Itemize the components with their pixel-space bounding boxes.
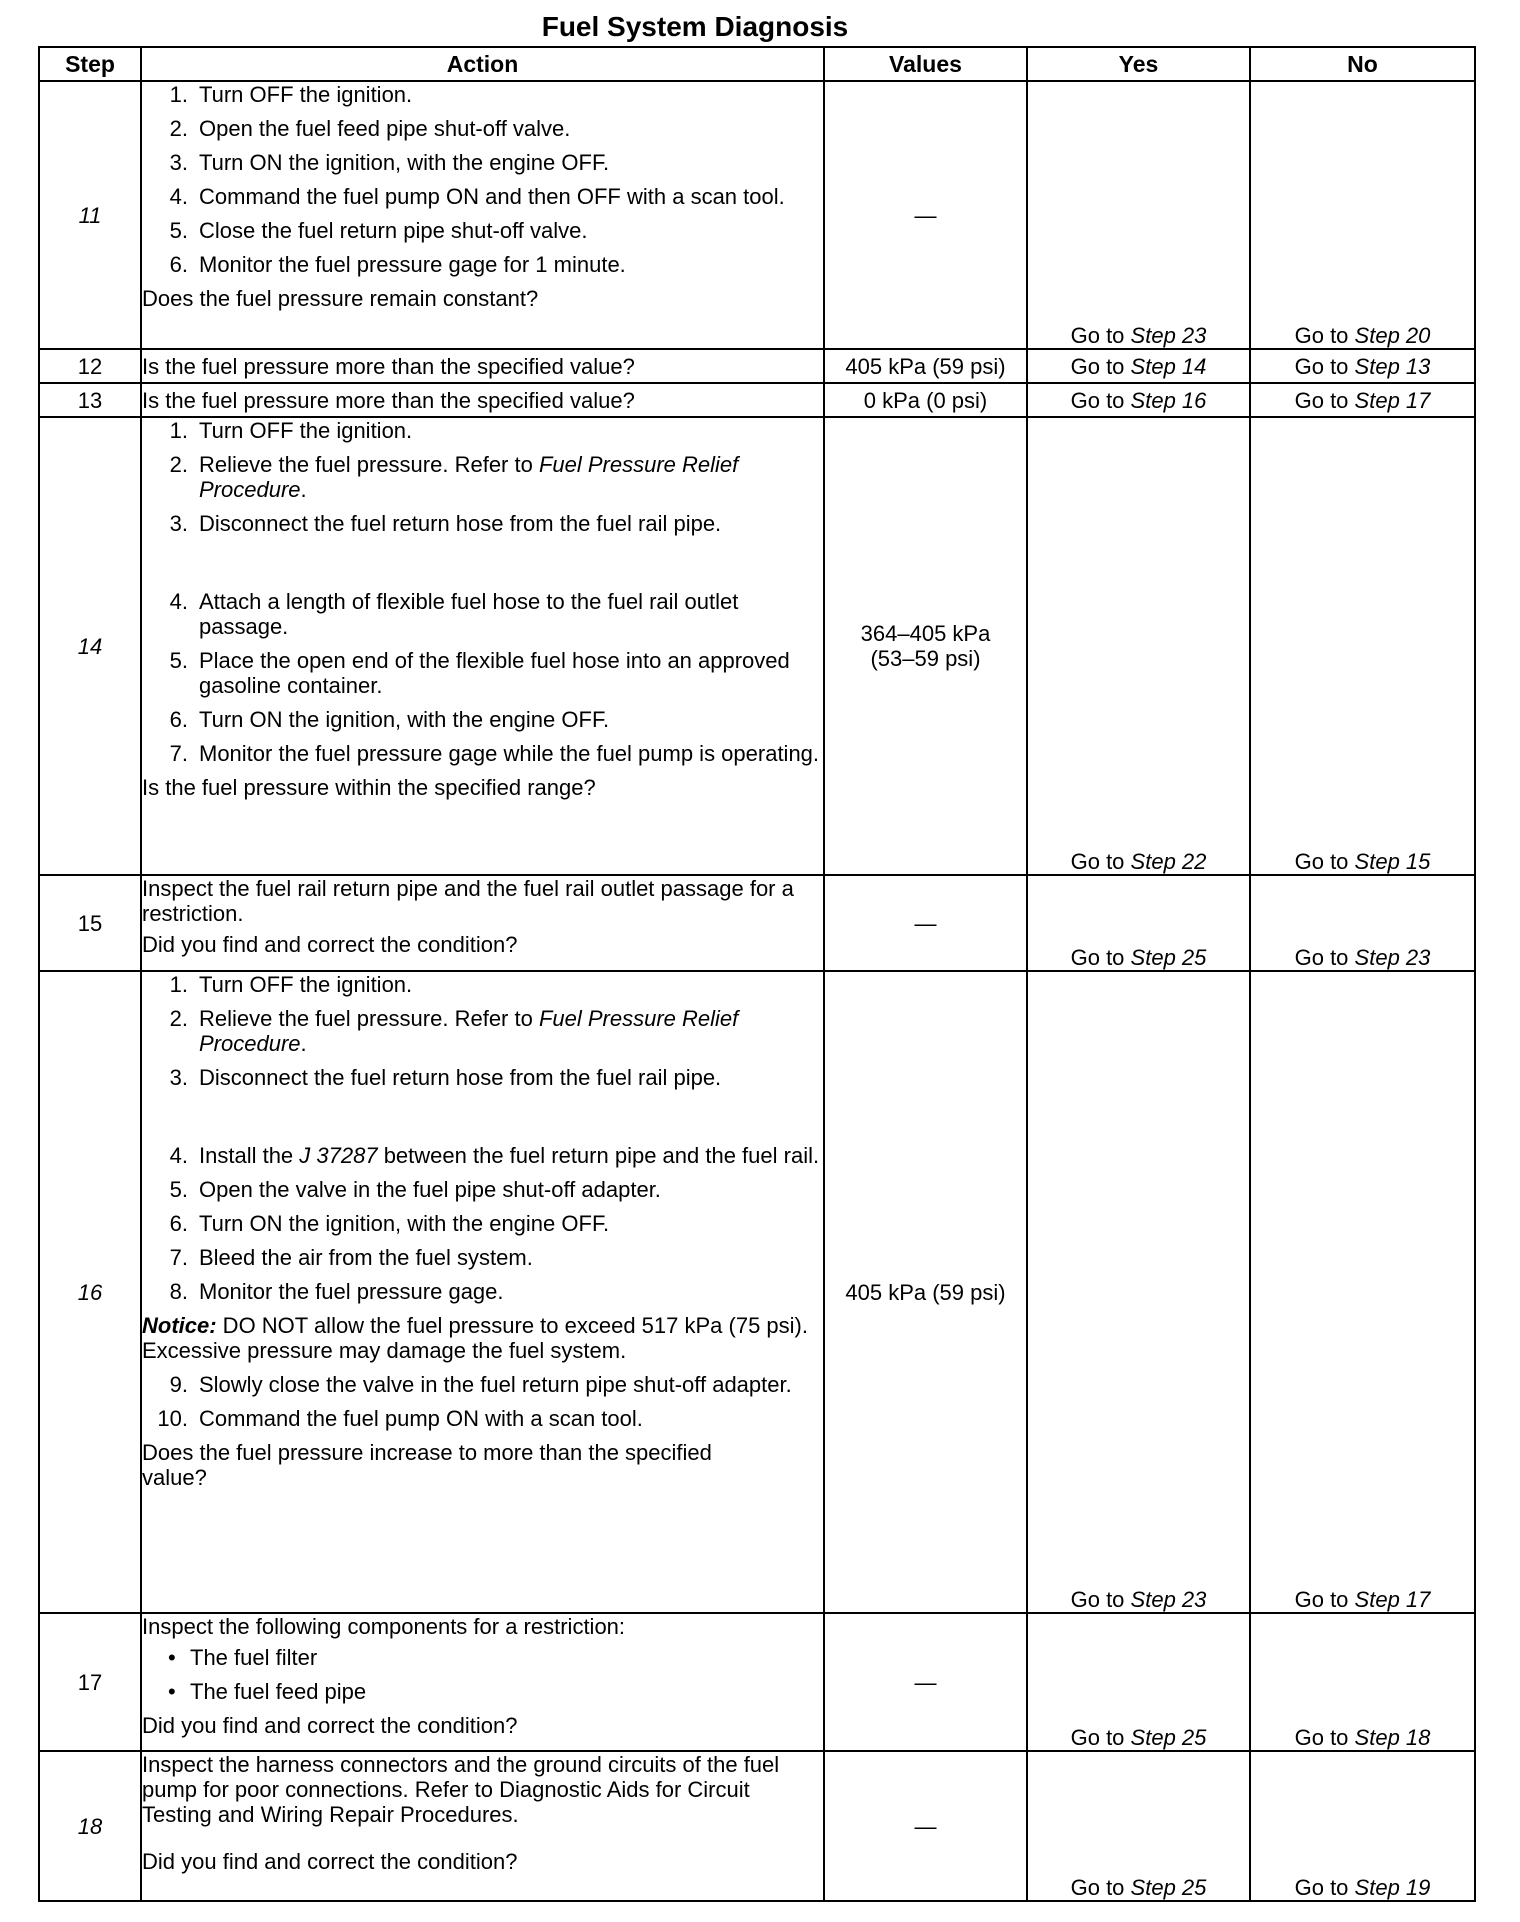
- item-number: 1.: [169, 972, 188, 997]
- list-item: [142, 218, 823, 243]
- action-cell: [141, 1751, 824, 1901]
- item-text: Bleed the air from the fuel system.: [199, 1245, 533, 1270]
- instruction-text: Inspect the harness connectors and the ground circuits of the fuel pump for poor connections. Refer to Diagnostic Aids for Circuit Testing and Wiring Repair Procedures.: [142, 1752, 780, 1827]
- instruction-text: Inspect the fuel rail return pipe and the fuel rail outlet passage for a restriction.: [142, 876, 794, 926]
- list-item: [142, 184, 823, 209]
- question-text: Did you find and correct the condition?: [142, 1849, 518, 1874]
- yes-target: Step 25: [1130, 1725, 1207, 1750]
- no-target: Step 13: [1354, 353, 1431, 379]
- value-cell: —: [824, 81, 1027, 349]
- yes-cell: [1027, 875, 1250, 971]
- action-cell: [141, 875, 824, 971]
- item-text-end: between the fuel return pipe and the fuel rail.: [377, 1143, 820, 1168]
- item-text: Slowly close the valve in the fuel return pipe shut-off adapter.: [199, 1372, 792, 1397]
- step-number: 17: [39, 1613, 141, 1751]
- table-row: [39, 417, 1475, 875]
- item-text: Open the valve in the fuel pipe shut-off adapter.: [199, 1177, 661, 1202]
- table-row: [39, 971, 1475, 1613]
- action-cell: [141, 417, 824, 875]
- no-target: Step 17: [1354, 1587, 1431, 1612]
- action-cell: [141, 349, 824, 383]
- step-number: 13: [39, 383, 141, 417]
- no-cell: [1250, 349, 1475, 383]
- no-target: Step 17: [1354, 387, 1431, 413]
- list-item: [142, 418, 823, 443]
- table-header-row: [39, 47, 1475, 81]
- item-number: 2.: [169, 116, 188, 141]
- item-number: 1.: [169, 82, 188, 107]
- goto-label: Go to: [1070, 1875, 1125, 1900]
- goto-label: Go to: [1294, 323, 1349, 348]
- table-row: [39, 81, 1475, 349]
- item-number: 7.: [169, 741, 188, 766]
- item-number: 4.: [169, 184, 188, 209]
- list-item: [142, 648, 823, 698]
- yes-cell: [1027, 1613, 1250, 1751]
- list-item: [142, 1245, 823, 1270]
- goto-label: Go to: [1294, 387, 1349, 413]
- instruction-text: Inspect the following components for a restriction:: [142, 1614, 626, 1639]
- item-text: Command the fuel pump ON with a scan tool.: [199, 1406, 643, 1431]
- goto-label: Go to: [1294, 945, 1349, 970]
- blank-gap: [142, 545, 823, 589]
- no-target: Step 15: [1354, 849, 1431, 874]
- question-text: Does the fuel pressure increase to more than the specified value?: [142, 1440, 712, 1490]
- no-cell: [1250, 81, 1475, 349]
- list-item: [142, 82, 823, 107]
- list-item: [142, 1065, 823, 1090]
- list-item: [142, 1372, 823, 1397]
- item-number: 7.: [169, 1245, 188, 1270]
- no-target: Step 23: [1354, 945, 1431, 970]
- yes-target: Step 25: [1130, 1875, 1207, 1900]
- question-text: Does the fuel pressure remain constant?: [142, 286, 539, 311]
- step-number: 12: [39, 349, 141, 383]
- no-cell: [1250, 383, 1475, 417]
- item-text: Open the fuel feed pipe shut-off valve.: [199, 116, 571, 141]
- yes-cell: [1027, 349, 1250, 383]
- item-text: Command the fuel pump ON and then OFF with a scan tool.: [199, 184, 785, 209]
- table-row: [39, 383, 1475, 417]
- item-number: 1.: [169, 418, 188, 443]
- item-text: Disconnect the fuel return hose from the fuel rail pipe.: [199, 1065, 722, 1090]
- no-cell: [1250, 1751, 1475, 1901]
- yes-target: Step 22: [1130, 849, 1207, 874]
- goto-label: Go to: [1294, 353, 1349, 379]
- item-text: Turn ON the ignition, with the engine OFF.: [199, 707, 610, 732]
- item-number: 2.: [169, 1006, 188, 1031]
- item-number: 5.: [169, 218, 188, 243]
- goto-label: Go to: [1070, 1587, 1125, 1612]
- header-values: Values: [824, 47, 1027, 81]
- tool-reference: J 37287: [299, 1143, 378, 1168]
- list-item: [142, 1177, 823, 1202]
- item-number: 4.: [169, 589, 188, 614]
- item-number: 9.: [169, 1372, 188, 1397]
- item-text: Monitor the fuel pressure gage while the fuel pump is operating.: [199, 741, 820, 766]
- procedure-reference: Fuel Pressure Relief Procedure: [199, 1006, 739, 1056]
- question-text: Is the fuel pressure more than the specified value?: [142, 353, 635, 379]
- header-action: Action: [141, 47, 824, 81]
- header-yes: Yes: [1027, 47, 1250, 81]
- action-cell: [141, 383, 824, 417]
- list-item: [142, 452, 823, 502]
- list-item: [142, 116, 823, 141]
- no-target: Step 19: [1354, 1875, 1431, 1900]
- item-text: Install the: [199, 1143, 300, 1168]
- question-text: Is the fuel pressure within the specified range?: [142, 775, 596, 800]
- item-text: Turn ON the ignition, with the engine OFF.: [199, 1211, 610, 1236]
- table-row: [39, 875, 1475, 971]
- value-cell: —: [824, 875, 1027, 971]
- table-row: [39, 1613, 1475, 1751]
- goto-label: Go to: [1294, 1875, 1349, 1900]
- yes-cell: [1027, 417, 1250, 875]
- item-number: 4.: [169, 1143, 188, 1168]
- yes-cell: [1027, 383, 1250, 417]
- goto-label: Go to: [1070, 1725, 1125, 1750]
- goto-label: Go to: [1070, 387, 1125, 413]
- list-item: [142, 1006, 823, 1056]
- list-item: [142, 252, 823, 277]
- step-number: 11: [39, 81, 141, 349]
- table-row: [39, 1751, 1475, 1901]
- item-text: Monitor the fuel pressure gage.: [199, 1279, 504, 1304]
- list-item: [142, 1143, 823, 1168]
- item-text: Monitor the fuel pressure gage for 1 minute.: [199, 252, 626, 277]
- list-item: [142, 150, 823, 175]
- value-cell: —: [824, 1613, 1027, 1751]
- step-number: 15: [39, 875, 141, 971]
- goto-label: Go to: [1070, 353, 1125, 379]
- list-item: [142, 972, 823, 997]
- goto-label: Go to: [1294, 1725, 1349, 1750]
- step-number: 14: [39, 417, 141, 875]
- item-text: Attach a length of flexible fuel hose to the fuel rail outlet passage.: [199, 589, 739, 639]
- item-number: 3.: [169, 1065, 188, 1090]
- blank-gap: [142, 1099, 823, 1143]
- yes-target: Step 16: [1130, 387, 1207, 413]
- item-number: 5.: [169, 648, 188, 673]
- item-text: Turn OFF the ignition.: [199, 972, 413, 997]
- item-number: 6.: [169, 252, 188, 277]
- item-text: Relieve the fuel pressure. Refer to: [199, 452, 539, 477]
- item-number: 6.: [169, 1211, 188, 1236]
- item-text-end: .: [300, 1031, 307, 1056]
- list-item: [142, 1211, 823, 1236]
- item-number: 3.: [169, 150, 188, 175]
- goto-label: Go to: [1070, 849, 1125, 874]
- action-cell: [141, 81, 824, 349]
- value-cell: 0 kPa (0 psi): [824, 383, 1027, 417]
- value-cell: 405 kPa (59 psi): [824, 349, 1027, 383]
- item-number: 5.: [169, 1177, 188, 1202]
- item-text: Turn OFF the ignition.: [199, 82, 413, 107]
- item-text: Close the fuel return pipe shut-off valve.: [199, 218, 588, 243]
- no-cell: [1250, 1613, 1475, 1751]
- list-item: • The fuel feed pipe: [142, 1679, 823, 1704]
- goto-label: Go to: [1294, 1587, 1349, 1612]
- no-cell: [1250, 417, 1475, 875]
- no-cell: [1250, 875, 1475, 971]
- item-number: 8.: [169, 1279, 188, 1304]
- item-number: 6.: [169, 707, 188, 732]
- item-text: Disconnect the fuel return hose from the fuel rail pipe.: [199, 511, 722, 536]
- item-text-end: .: [300, 477, 307, 502]
- goto-label: Go to: [1070, 945, 1125, 970]
- step-number: 18: [39, 1751, 141, 1901]
- value-cell: [824, 417, 1027, 875]
- header-step: Step: [39, 47, 141, 81]
- step-number: 16: [39, 971, 141, 1613]
- yes-target: Step 25: [1130, 945, 1207, 970]
- item-text: Relieve the fuel pressure. Refer to: [199, 1006, 539, 1031]
- diagnosis-table: [38, 46, 1476, 1902]
- list-item: [142, 511, 823, 536]
- list-item: • The fuel filter: [142, 1645, 823, 1670]
- item-text: Turn OFF the ignition.: [199, 418, 413, 443]
- header-no: No: [1250, 47, 1475, 81]
- list-item: [142, 741, 823, 766]
- list-item: [142, 707, 823, 732]
- value-range: 364–405 kPa: [860, 621, 991, 646]
- goto-label: Go to: [1294, 849, 1349, 874]
- item-number: 3.: [169, 511, 188, 536]
- notice-body: DO NOT allow the fuel pressure to exceed 517 kPa (75 psi). Excessive pressure may damage the fuel system.: [142, 1313, 808, 1363]
- value-range-psi: (53–59 psi): [870, 646, 981, 671]
- yes-cell: [1027, 971, 1250, 1613]
- notice-label: Notice:: [142, 1313, 217, 1338]
- action-cell: [141, 1613, 824, 1751]
- no-target: Step 20: [1354, 323, 1431, 348]
- table-row: [39, 349, 1475, 383]
- procedure-reference: Fuel Pressure Relief Procedure: [199, 452, 739, 502]
- list-item: [142, 1279, 823, 1304]
- value-cell: 405 kPa (59 psi): [824, 971, 1027, 1613]
- notice-text: [142, 1313, 823, 1363]
- value-cell: —: [824, 1751, 1027, 1901]
- item-number: 2.: [169, 452, 188, 477]
- item-text: Place the open end of the flexible fuel hose into an approved gasoline container.: [199, 648, 790, 698]
- list-item: [142, 589, 823, 639]
- question-text: Did you find and correct the condition?: [142, 1713, 518, 1738]
- action-cell: [141, 971, 824, 1613]
- no-cell: [1250, 971, 1475, 1613]
- question-text: Did you find and correct the condition?: [142, 932, 518, 957]
- yes-target: Step 14: [1130, 353, 1207, 379]
- goto-label: Go to: [1070, 323, 1125, 348]
- page-title: Fuel System Diagnosis: [541, 11, 849, 42]
- yes-target: Step 23: [1130, 1587, 1207, 1612]
- list-item: [142, 1406, 823, 1431]
- item-text: Turn ON the ignition, with the engine OFF.: [199, 150, 610, 175]
- yes-cell: [1027, 81, 1250, 349]
- yes-cell: [1027, 1751, 1250, 1901]
- question-text: Is the fuel pressure more than the specified value?: [142, 387, 635, 413]
- item-number: 10.: [157, 1406, 188, 1431]
- yes-target: Step 23: [1130, 323, 1207, 348]
- no-target: Step 18: [1354, 1725, 1431, 1750]
